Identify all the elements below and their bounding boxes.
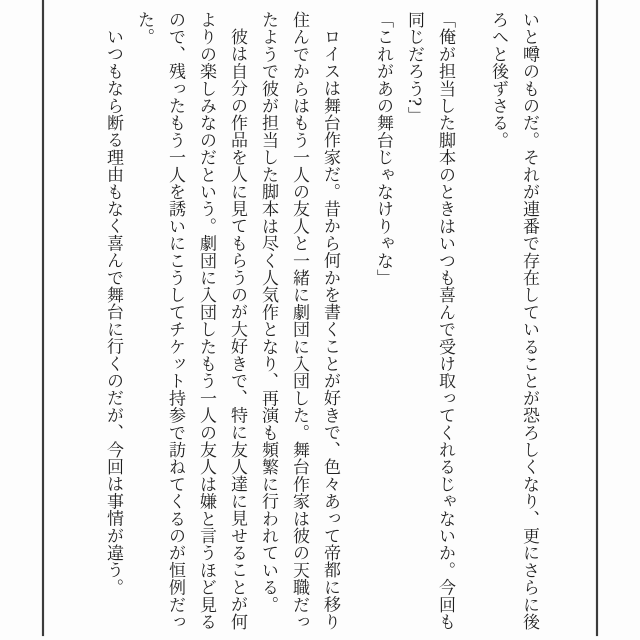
text-line: ロイスは舞台作家だ。昔から何かを書くことが好きで、色々あって帝都に移り bbox=[320, 28, 340, 630]
text-line: いつもなら断る理由もなく喜んで舞台に行くのだが、今回は事情が違う。 bbox=[103, 28, 123, 596]
page-border-right-line bbox=[596, 0, 598, 636]
text-line: ので、残ったもう一人を誘いにこうしてチケット持参で訪ねてくるのが恒例だっ bbox=[165, 11, 185, 631]
text-line: 「俺が担当した脚本のときはいつも喜んで受け取ってくれるじゃないか。今回も bbox=[435, 11, 455, 631]
text-line: 同じだろう?」 bbox=[404, 11, 424, 124]
page-border-left-line bbox=[42, 0, 44, 636]
page-text-body bbox=[97, 11, 544, 640]
text-line: たようで彼が担当した脚本は尽く人気作となり、再演も頻繁に行われている。 bbox=[258, 11, 278, 613]
text-line: ろへと後ずさる。 bbox=[488, 11, 508, 149]
text-line: 彼は自分の作品を人に見てもらうのが大好きで、特に友人達に見せることが何 bbox=[227, 28, 247, 630]
text-line: た。 bbox=[134, 11, 154, 46]
text-line: 「これがあの舞台じゃなけりゃな」 bbox=[373, 11, 393, 287]
text-line: いと噂のものだ。それが連番で存在していることが恐ろしくなり、更にさらに後 bbox=[519, 11, 539, 631]
text-line: 住んでからはもう一人の友人と一緒に劇団に入団した。舞台作家は彼の天職だっ bbox=[289, 11, 309, 631]
text-line: よりの楽しみなのだという。劇団に入団したもう一人の友人は嫌と言うほど見る bbox=[196, 11, 216, 631]
